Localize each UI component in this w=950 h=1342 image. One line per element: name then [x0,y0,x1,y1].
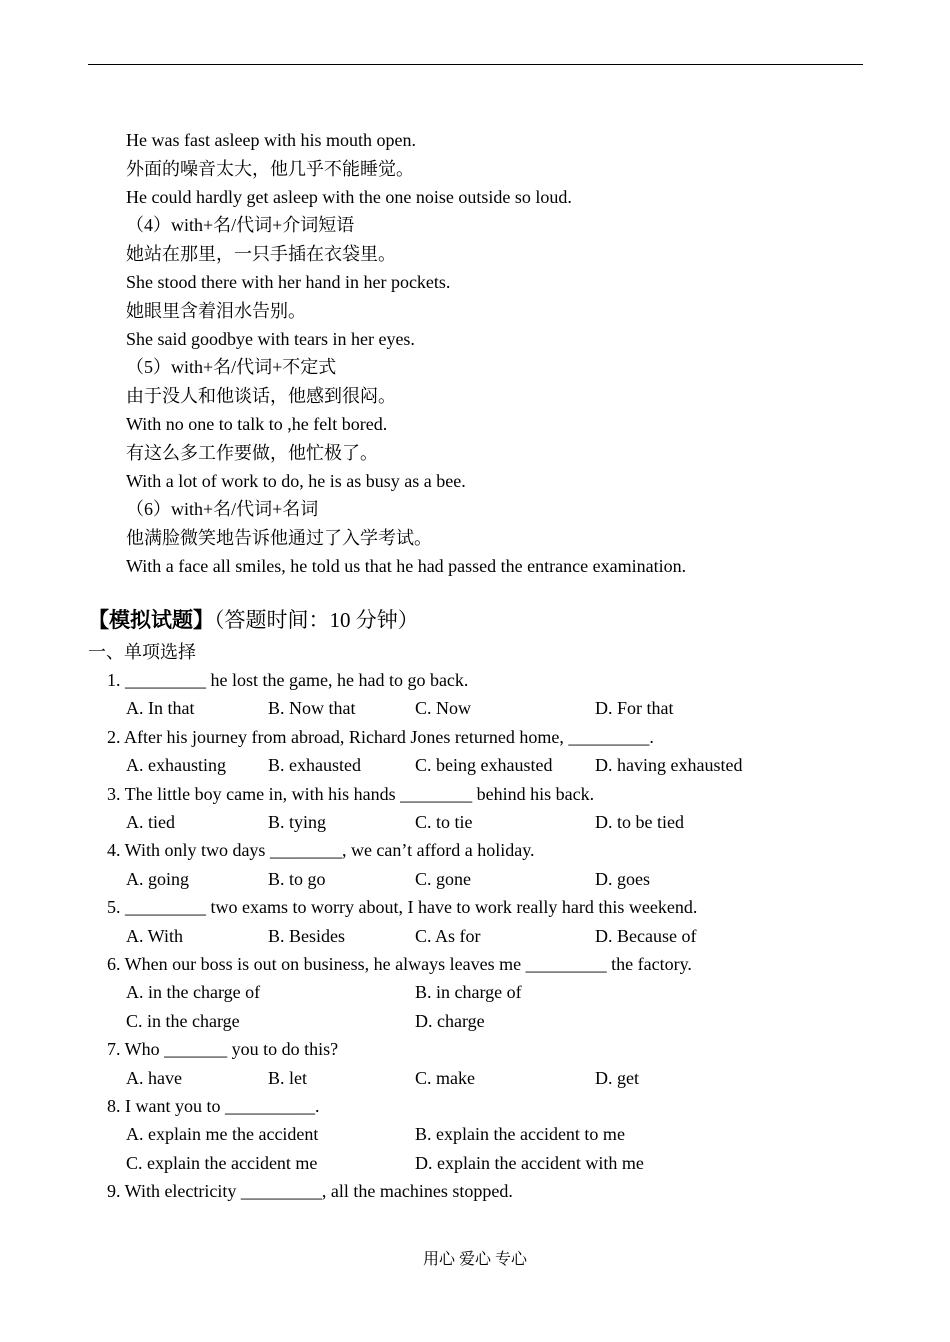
example-line: With no one to talk to ,he felt bored. [126,414,388,434]
question-stem: 9. With electricity _________, all the machines stopped. [107,1181,513,1201]
example-line: （5）with+名/代词+不定式 [126,357,337,377]
option-a: A. With [126,926,183,946]
option-b: B. Now that [268,698,356,718]
option-a: A. going [126,869,189,889]
example-line: She stood there with her hand in her pockets. [126,272,451,292]
option-c: C. being exhausted [415,755,553,775]
example-line: 外面的噪音太大，他几乎不能睡觉。 [126,159,414,179]
question-stem: 8. I want you to __________. [107,1096,320,1116]
option-d: D. charge [415,1011,485,1031]
question-stem: 7. Who _______ you to do this? [107,1039,339,1059]
example-line: 他满脸微笑地告诉他通过了入学考试。 [126,528,432,548]
question-stem: 4. With only two days ________, we can’t afford a holiday. [107,840,535,860]
question-stem: 1. _________ he lost the game, he had to go back. [107,670,469,690]
option-c: C. Now [415,698,472,718]
option-a: A. have [126,1068,182,1088]
option-d: D. Because of [595,926,697,946]
example-line: With a lot of work to do, he is as busy as a bee. [126,471,466,491]
page-footer: 用心 爱心 专心 [422,1251,527,1268]
option-b: B. to go [268,869,326,889]
example-line: With a face all smiles, he told us that he had passed the entrance examination. [126,556,687,576]
example-line: 她站在那里，一只手插在衣袋里。 [126,244,396,264]
option-b: B. Besides [268,926,346,946]
option-a: A. explain me the accident [126,1124,319,1144]
option-b: B. explain the accident to me [415,1124,625,1144]
header-rule [88,64,863,65]
section-title-bold: 【模拟试题】 [88,608,214,632]
question-stem: 2. After his journey from abroad, Richard Jones returned home, _________. [107,727,654,747]
option-d: D. having exhausted [595,755,743,775]
option-a: A. In that [126,698,195,718]
option-d: D. goes [595,869,650,889]
option-c: C. gone [415,869,471,889]
question-stem: 5. _________ two exams to worry about, I have to work really hard this weekend. [107,897,698,917]
option-a: A. tied [126,812,175,832]
example-line: 她眼里含着泪水告别。 [126,301,306,321]
example-line: 有这么多工作要做，他忙极了。 [126,443,378,463]
option-c: C. in the charge [126,1011,240,1031]
example-line: （4）with+名/代词+介词短语 [126,215,355,235]
option-d: D. to be tied [595,812,684,832]
option-a: A. in the charge of [126,982,261,1002]
option-c: C. As for [415,926,481,946]
option-b: B. in charge of [415,982,522,1002]
example-line: He was fast asleep with his mouth open. [126,130,416,150]
option-b: B. exhausted [268,755,361,775]
section-title [88,608,419,632]
option-a: A. exhausting [126,755,226,775]
option-d: D. explain the accident with me [415,1153,644,1173]
option-c: C. explain the accident me [126,1153,318,1173]
option-d: D. For that [595,698,674,718]
example-line: 由于没人和他谈话，他感到很闷。 [126,386,396,406]
question-stem: 3. The little boy came in, with his hands ________ behind his back. [107,784,595,804]
option-b: B. tying [268,812,327,832]
option-c: C. to tie [415,812,473,832]
example-line: （6）with+名/代词+名词 [126,499,319,519]
example-line: He could hardly get asleep with the one noise outside so loud. [126,187,572,207]
option-c: C. make [415,1068,475,1088]
example-line: She said goodbye with tears in her eyes. [126,329,415,349]
section-title-time: （答题时间：10 分钟） [214,608,419,632]
option-b: B. let [268,1068,307,1088]
option-d: D. get [595,1068,639,1088]
question-stem: 6. When our boss is out on business, he always leaves me _________ the factory. [107,954,692,974]
part-heading: 一、单项选择 [88,642,196,662]
